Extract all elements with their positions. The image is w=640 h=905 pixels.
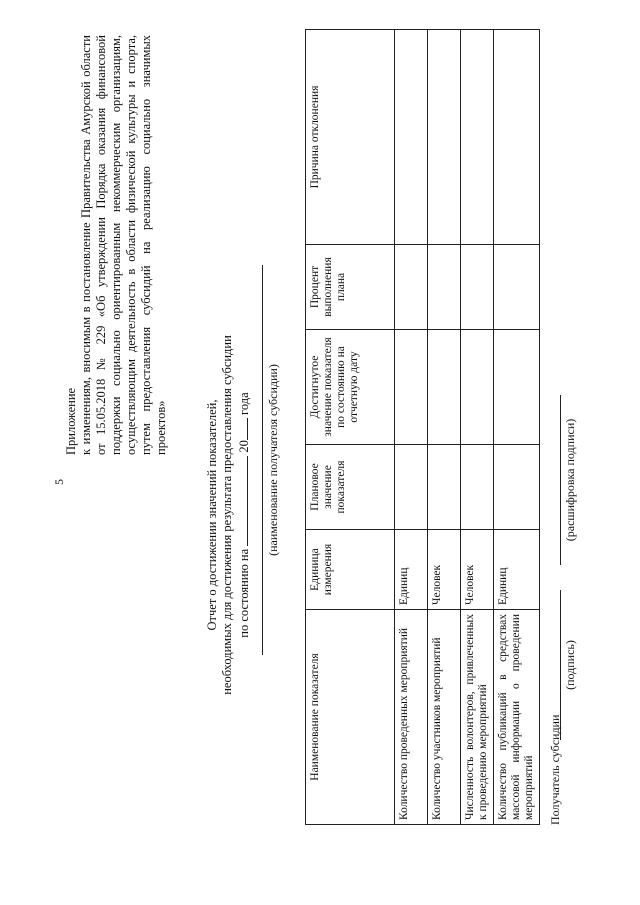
- planned-value-cell[interactable]: [494, 445, 540, 530]
- deviation-reason-cell[interactable]: [461, 30, 494, 245]
- table-row: [461, 30, 494, 825]
- signature-name-field[interactable]: [560, 395, 561, 565]
- report-date-prefix: по состоянию на: [237, 548, 251, 638]
- achieved-value-cell[interactable]: [428, 330, 461, 445]
- signature-label: Получатель субсидии: [548, 714, 562, 825]
- report-date-line: [235, 275, 252, 755]
- recipient-name-field[interactable]: [262, 265, 263, 655]
- completion-percent-cell[interactable]: [461, 245, 494, 330]
- deviation-reason-cell[interactable]: [494, 30, 540, 245]
- completion-percent-cell[interactable]: [428, 245, 461, 330]
- appendix-title: Приложение: [64, 387, 78, 455]
- indicator-name: Численность волонтеров, привлеченных к проведению мероприятий: [461, 610, 494, 825]
- indicator-name: Количество публикаций в средствах массовой информации о проведении мероприятий: [494, 610, 540, 825]
- signature-field[interactable]: [560, 590, 561, 740]
- table-row: [494, 30, 540, 825]
- header-deviation-reason: Причина отклонения: [306, 30, 395, 245]
- indicator-unit: Единиц: [494, 530, 540, 610]
- report-title-line2: необходимых для достижения результата предоставления субсидии: [220, 335, 234, 695]
- recipient-caption: (наименование получателя субсидии): [266, 364, 280, 556]
- deviation-reason-cell[interactable]: [428, 30, 461, 245]
- indicator-unit: Человек: [428, 530, 461, 610]
- achieved-value-cell[interactable]: [461, 330, 494, 445]
- deviation-reason-cell[interactable]: [395, 30, 428, 245]
- indicator-table: [305, 29, 540, 825]
- achieved-value-cell[interactable]: [494, 330, 540, 445]
- achieved-value-cell[interactable]: [395, 330, 428, 445]
- header-planned-value: Плановое значение показателя: [306, 445, 395, 530]
- header-unit: Единица измерения: [306, 530, 395, 610]
- appendix-text: к изменениям, вносимым в постановление Правительства Амурской области от 15.05.2018 № 229 «Об утверждении Порядка оказания финансовой поддержки социально ориентированным некоммерческим организациям, осуществляющим деятельность в области физической культуры и спорта, путем предоставления субсидий на реализацию социально значимых проектов»: [79, 35, 168, 455]
- planned-value-cell[interactable]: [461, 445, 494, 530]
- date-blank-field[interactable]: [235, 456, 248, 546]
- indicator-name: Количество проведенных мероприятий: [395, 610, 428, 825]
- table-row: [428, 30, 461, 825]
- report-title: [205, 275, 252, 755]
- signature-caption: (подпись): [563, 640, 577, 690]
- year-blank-field[interactable]: [235, 418, 248, 440]
- indicator-unit: Человек: [461, 530, 494, 610]
- completion-percent-cell[interactable]: [494, 245, 540, 330]
- planned-value-cell[interactable]: [395, 445, 428, 530]
- appendix-block: [64, 35, 169, 455]
- header-completion-percent: Процент выполнения плана: [306, 245, 395, 330]
- table-row: [395, 30, 428, 825]
- indicator-name: Количество участников мероприятий: [428, 610, 461, 825]
- planned-value-cell[interactable]: [428, 445, 461, 530]
- header-achieved-value: Достигнутое значение показателя по состоянию на отчетную дату: [306, 330, 395, 445]
- report-date-year: 20: [237, 440, 251, 453]
- completion-percent-cell[interactable]: [395, 245, 428, 330]
- report-title-line1: Отчет о достижении значений показателей,: [205, 399, 219, 631]
- header-indicator-name: Наименование показателя: [306, 610, 395, 825]
- report-date-suffix: года: [237, 392, 251, 415]
- table-header-row: [306, 30, 395, 825]
- page-number: 5: [52, 479, 66, 485]
- indicator-unit: Единиц: [395, 530, 428, 610]
- signature-name-caption: (расшифровка подписи): [563, 418, 577, 542]
